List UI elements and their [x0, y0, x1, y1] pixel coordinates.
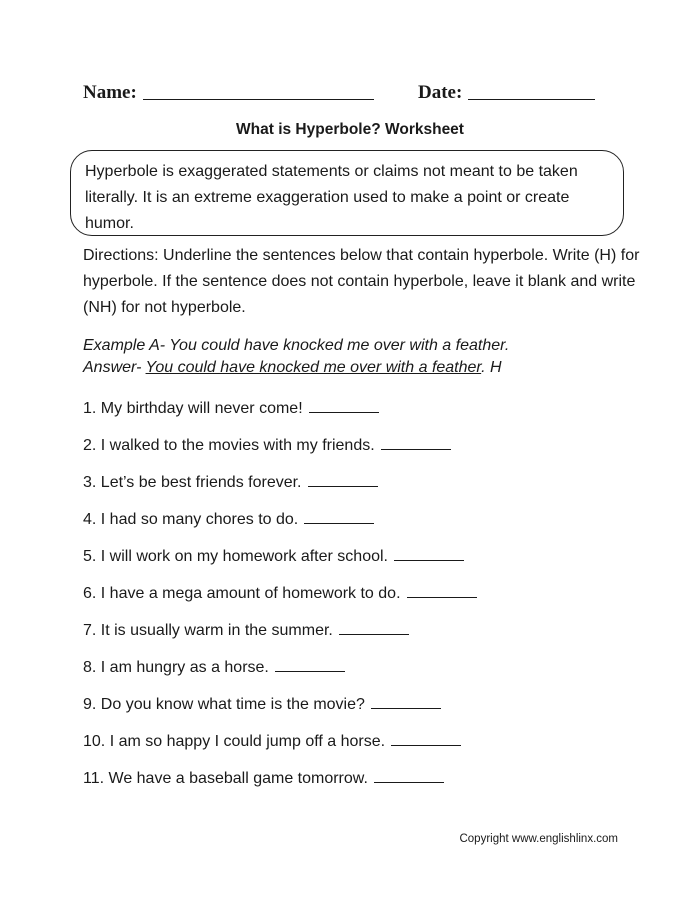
- answer-blank[interactable]: [391, 730, 461, 746]
- question-item: [83, 434, 643, 471]
- question-text: 3. Let’s be best friends forever.: [83, 474, 302, 491]
- question-list: [83, 397, 643, 804]
- name-line[interactable]: [143, 98, 374, 100]
- answer-blank[interactable]: [304, 508, 374, 524]
- name-label: Name:: [83, 82, 137, 103]
- worksheet-title: What is Hyperbole? Worksheet: [236, 121, 464, 138]
- question-item: [83, 619, 643, 656]
- question-item: [83, 397, 643, 434]
- definition-box: [70, 150, 624, 236]
- answer-blank[interactable]: [275, 656, 345, 672]
- date-label: Date:: [418, 82, 463, 103]
- question-text: 10. I am so happy I could jump off a horse.: [83, 733, 386, 750]
- question-text: 9. Do you know what time is the movie?: [83, 696, 365, 713]
- example-block: [83, 335, 643, 379]
- example-line: Example A- You could have knocked me over with a feather.: [83, 337, 510, 354]
- definition-text: Hyperbole is exaggerated statements or claims not meant to be taken literally. It is an extreme exaggeration used to make a point or create humor.: [85, 163, 578, 232]
- answer-blank[interactable]: [407, 582, 477, 598]
- question-text: 5. I will work on my homework after school.: [83, 548, 388, 565]
- question-text: 2. I walked to the movies with my friends.: [83, 437, 375, 454]
- question-text: 8. I am hungry as a horse.: [83, 659, 269, 676]
- directions-text: Directions: Underline the sentences below that contain hyperbole. Write (H) for hyperbole. If the sentence does not contain hyperbole, leave it blank and write (NH) for not hyperbole.: [83, 247, 640, 316]
- answer-blank[interactable]: [309, 397, 379, 413]
- question-text: 1. My birthday will never come!: [83, 400, 303, 417]
- question-item: [83, 582, 643, 619]
- copyright-text: Copyright www.englishlinx.com: [459, 833, 618, 845]
- question-item: [83, 693, 643, 730]
- date-line[interactable]: [468, 98, 595, 100]
- answer-blank[interactable]: [374, 767, 444, 783]
- answer-blank[interactable]: [339, 619, 409, 635]
- answer-prefix: Answer-: [83, 359, 146, 376]
- question-item: [83, 656, 643, 693]
- question-item: [83, 545, 643, 582]
- header-row: [83, 82, 623, 108]
- date-field[interactable]: [418, 82, 595, 104]
- name-field[interactable]: [83, 82, 374, 104]
- answer-suffix: . H: [481, 359, 502, 376]
- answer-blank[interactable]: [308, 471, 378, 487]
- question-text: 4. I had so many chores to do.: [83, 511, 299, 528]
- question-text: 6. I have a mega amount of homework to do.: [83, 585, 401, 602]
- question-item: [83, 730, 643, 767]
- question-item: [83, 767, 643, 804]
- example-answer: [83, 357, 643, 379]
- question-text: 7. It is usually warm in the summer.: [83, 622, 333, 639]
- answer-blank[interactable]: [394, 545, 464, 561]
- question-item: [83, 508, 643, 545]
- answer-underlined: You could have knocked me over with a feather: [145, 359, 482, 376]
- question-text: 11. We have a baseball game tomorrow.: [83, 770, 368, 787]
- question-item: [83, 471, 643, 508]
- answer-blank[interactable]: [381, 434, 451, 450]
- answer-blank[interactable]: [371, 693, 441, 709]
